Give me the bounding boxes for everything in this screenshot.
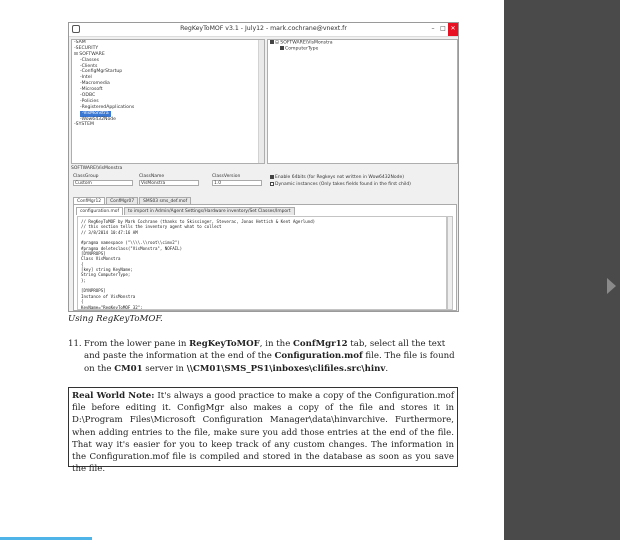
step-bold-part: RegKeyToMOF (189, 339, 260, 349)
registry-tree-item-label: -ODBC (80, 93, 96, 99)
next-page-icon[interactable] (607, 278, 616, 294)
code-line: // 3/8/2014 10:47:16 AM (81, 229, 138, 235)
code-line: { (81, 299, 84, 305)
code-line: [key] string KeyName; (81, 267, 133, 273)
code-line: }; (81, 277, 86, 283)
registry-tree-list (72, 40, 264, 128)
step-bold-part: ConfMgr12 (293, 339, 348, 349)
status-path: SOFTWARE\VisMonstra (71, 166, 123, 171)
registry-tree-item[interactable] (72, 122, 264, 128)
code-scrollbar (447, 216, 453, 310)
class-fields (73, 174, 459, 196)
registry-tree-item-label: -Classes (80, 57, 99, 63)
values-root-label: ⊟ SOFTWARE\VisMonstra (275, 40, 333, 46)
step-text-part: . (385, 363, 389, 374)
tab-sms03: SMS03 sms_def.mof (139, 197, 191, 205)
code-line: Instance of VisMonstra (81, 293, 136, 299)
class-version-field (212, 174, 262, 186)
tab-confmgr12: ConfMgr12 (73, 197, 105, 205)
registry-tree-scrollbar (258, 40, 264, 163)
class-group-label: ClassGroup (73, 174, 99, 179)
step-text-part: tab, select all the text and paste the information at the end of the (84, 339, 446, 362)
selected-values-tree (267, 39, 458, 164)
option-dynamic (270, 181, 411, 188)
registry-tree-item-label: -Clients (80, 63, 98, 69)
registry-tree-item-label: -SAM (74, 40, 86, 45)
checkbox-icon (270, 175, 274, 179)
registry-tree-item-label: -Wow6432Node (80, 116, 116, 122)
code-line: KeyName="RegKeyToMOF_32"; (81, 304, 143, 310)
mof-code-text (77, 216, 447, 310)
step-bold-part: Configuration.mof (274, 351, 363, 362)
class-name-field (139, 174, 199, 186)
class-name-input: VisMonstra (139, 180, 199, 186)
code-line: #pragma namespace ("\\\\.\\root\\cimv2") (81, 240, 180, 246)
window-title: RegKeyToMOF v3.1 - July12 - mark.cochrane@vnext.fr (180, 25, 347, 32)
step-text (84, 338, 458, 375)
registry-tree (71, 39, 265, 164)
registry-tree-item-label: -Macromedia (80, 81, 110, 87)
figure-caption: Using RegKeyToMOF. (68, 314, 163, 324)
code-line: // RegKeyToMOF by Mark Cochrane (thanks to Skissinger, Steverac, Jonas Hettich & Kent Agerlund) (81, 219, 316, 224)
option-64bit-label: Enable 64bits (for Regkeys not written in Wow6432Node) (275, 175, 404, 180)
class-group-field (73, 174, 133, 186)
registry-tree-item-label: -ConfigMgrStartup (80, 69, 123, 75)
code-line: { (81, 261, 84, 267)
class-version-label: ClassVersion (212, 174, 241, 179)
checkbox-icon (270, 40, 274, 44)
window-controls (428, 23, 458, 36)
tab-confmgr07: ConfMgr07 (106, 197, 138, 205)
checkbox-icon (280, 46, 284, 50)
registry-tree-item-label: ⊟ SOFTWARE (74, 51, 105, 57)
code-line: String ComputerType; (81, 272, 131, 278)
registry-tree-item-label: -Microsoft (80, 87, 103, 93)
registry-tree-item-label: -RegisteredApplications (80, 104, 135, 110)
option-64bit (270, 174, 411, 181)
output-subtabs (76, 207, 296, 215)
close-icon: ✕ (448, 23, 458, 36)
code-line: // this section tells the inventory agent what to collect (81, 224, 222, 230)
screenshot-figure (68, 22, 459, 312)
registry-tree-item-label: -VisMonstra (82, 110, 109, 116)
minimize-icon: – (431, 25, 435, 32)
code-line: [DYNPROPS] (81, 251, 106, 257)
real-world-note (68, 387, 458, 475)
registry-tree-item-label: -SYSTEM (74, 122, 94, 128)
option-dynamic-label: Dynamic instances (Only takes fields found in the first child) (275, 182, 411, 187)
reader-sidebar (504, 0, 620, 540)
step-number: 11. (68, 339, 82, 349)
step-bold-part: CM01 (114, 363, 143, 374)
maximize-icon: □ (440, 25, 446, 32)
subtab-import: to import in Admin/Agent Settings/Hardware inventory/Set Classes/Import (124, 207, 295, 215)
class-version-input: 1.0 (212, 180, 262, 186)
checkbox-icon (270, 182, 274, 186)
step-bold-part: \\CM01\SMS_PS1\inboxes\clifiles.src\hinv (186, 363, 386, 374)
step-text-part: From the lower pane in (84, 339, 190, 349)
code-line: Class VisMonstra (81, 256, 121, 262)
step-text-part: server in (142, 363, 187, 374)
step-text-part: , in the (259, 339, 294, 349)
window-titlebar (69, 23, 458, 37)
output-panel (73, 204, 457, 311)
note-text: It's always a good practice to make a copy of the Configuration.mof file before editing it. ConfigMgr also makes a copy of the file and stores it in D:\Program Files\Microsoft Configuration Manager\data\hinvarchive. Furthermore, when adding entries to the file, make sure you add those entries at the end of the file. That way it's easier for you to keep track of any custom changes. The information in the Configuration.mof file is compiled and stored in the database as soon as you save the file. (72, 391, 455, 475)
registry-tree-item-label: -SECURITY (74, 45, 99, 51)
class-group-input: Custom (73, 180, 133, 186)
code-line: [DYNPROPS] (81, 288, 106, 294)
options-group (270, 174, 411, 188)
values-child-label: ComputerType (285, 46, 319, 52)
values-child-item (268, 46, 457, 52)
class-name-label: ClassName (139, 174, 165, 179)
code-line: #pragma deleteclass("VisMonstra", NOFAIL) (81, 245, 183, 251)
step-text-part: file. The file is found on the (84, 351, 455, 374)
registry-tree-item-label: -Policies (80, 98, 99, 104)
note-heading: Real World Note: (72, 391, 155, 401)
subtab-configuration-mof: configuration.mof (76, 207, 123, 215)
registry-tree-item-label: -Intel (80, 75, 92, 81)
